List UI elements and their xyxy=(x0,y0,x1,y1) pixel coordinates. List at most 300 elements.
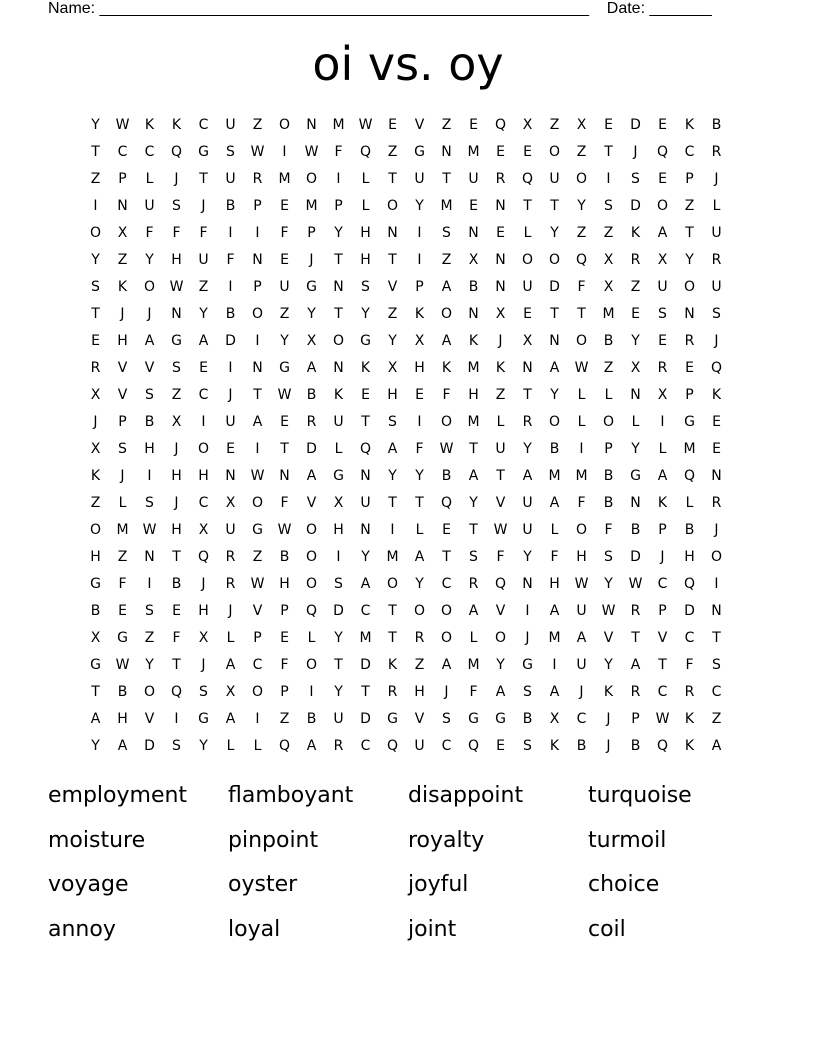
grid-letter: M xyxy=(575,467,588,484)
grid-letter: B xyxy=(549,440,560,457)
grid-letter: O xyxy=(440,413,453,430)
grid-letter: M xyxy=(116,521,129,538)
grid-letter: F xyxy=(199,224,208,241)
grid-letter: H xyxy=(468,386,479,403)
grid-letter: S xyxy=(523,737,532,754)
grid-letter: J xyxy=(606,710,611,727)
grid-letter: F xyxy=(577,278,586,295)
grid-letter: V xyxy=(495,494,506,511)
grid-letter: I xyxy=(336,548,341,565)
grid-letter: L xyxy=(577,413,586,430)
grid-letter: T xyxy=(523,197,532,214)
grid-letter: A xyxy=(306,467,317,484)
grid-letter: B xyxy=(576,737,587,754)
grid-letter: N xyxy=(279,467,290,484)
grid-letter: R xyxy=(252,170,263,187)
grid-letter: X xyxy=(495,305,506,322)
grid-letter: N xyxy=(495,197,506,214)
grid-letter: U xyxy=(657,278,668,295)
grid-letter: V xyxy=(603,629,614,646)
grid-letter: O xyxy=(251,305,264,322)
grid-letter: Y xyxy=(469,494,478,511)
grid-letter: N xyxy=(468,224,479,241)
word-bank-item: royalty xyxy=(408,827,485,853)
grid-letter: G xyxy=(252,521,263,538)
grid-letter: A xyxy=(360,575,371,592)
grid-letter: U xyxy=(576,602,587,619)
grid-letter: U xyxy=(549,170,560,187)
grid-letter: S xyxy=(631,170,640,187)
grid-letter: A xyxy=(252,413,263,430)
grid-letter: Y xyxy=(631,440,640,457)
grid-letter: E xyxy=(712,440,721,457)
grid-letter: C xyxy=(198,386,209,403)
grid-letter: O xyxy=(332,332,345,349)
grid-letter: J xyxy=(174,440,179,457)
grid-letter: R xyxy=(90,359,101,376)
grid-letter: T xyxy=(604,143,613,160)
grid-letter: Y xyxy=(685,251,694,268)
grid-letter: W xyxy=(304,143,319,160)
grid-letter: S xyxy=(604,197,613,214)
grid-letter: E xyxy=(280,251,289,268)
grid-letter: P xyxy=(631,710,640,727)
grid-letter: I xyxy=(309,683,314,700)
grid-letter: Z xyxy=(441,251,452,268)
grid-letter: I xyxy=(579,440,584,457)
grid-letter: R xyxy=(495,170,506,187)
grid-letter: O xyxy=(278,116,291,133)
grid-letter: M xyxy=(548,629,561,646)
grid-letter: R xyxy=(630,683,641,700)
grid-letter: V xyxy=(657,629,668,646)
grid-letter: N xyxy=(468,305,479,322)
grid-letter: E xyxy=(118,602,127,619)
grid-letter: X xyxy=(657,251,668,268)
grid-letter: O xyxy=(305,170,318,187)
grid-letter: X xyxy=(333,494,344,511)
grid-letter: H xyxy=(576,548,587,565)
grid-letter: H xyxy=(360,251,371,268)
word-bank-item: coil xyxy=(588,916,626,942)
grid-letter: K xyxy=(414,305,425,322)
grid-letter: C xyxy=(117,143,128,160)
grid-letter: U xyxy=(468,170,479,187)
grid-letter: P xyxy=(334,197,343,214)
grid-letter: I xyxy=(606,170,611,187)
grid-letter: B xyxy=(603,467,614,484)
grid-letter: X xyxy=(522,332,533,349)
grid-letter: G xyxy=(468,710,479,727)
grid-letter: R xyxy=(387,683,398,700)
grid-letter: I xyxy=(147,575,152,592)
grid-letter: K xyxy=(711,386,722,403)
grid-letter: S xyxy=(442,710,451,727)
grid-letter: Z xyxy=(603,224,614,241)
grid-letter: D xyxy=(144,737,155,754)
word-bank-item: choice xyxy=(588,872,660,897)
grid-letter: H xyxy=(198,602,209,619)
grid-letter: U xyxy=(225,413,236,430)
grid-letter: U xyxy=(225,521,236,538)
grid-letter: V xyxy=(495,602,506,619)
grid-letter: X xyxy=(90,440,101,457)
grid-letter: X xyxy=(576,116,587,133)
grid-letter: B xyxy=(441,467,452,484)
grid-letter: V xyxy=(306,494,317,511)
grid-letter: X xyxy=(468,251,479,268)
grid-letter: I xyxy=(228,224,233,241)
grid-letter: E xyxy=(631,305,640,322)
grid-letter: M xyxy=(467,413,480,430)
grid-letter: T xyxy=(334,251,343,268)
grid-letter: M xyxy=(602,305,615,322)
grid-letter: V xyxy=(387,278,398,295)
grid-letter: U xyxy=(711,224,722,241)
grid-letter: S xyxy=(145,494,154,511)
grid-letter: S xyxy=(334,575,343,592)
grid-letter: F xyxy=(172,629,181,646)
grid-letter: I xyxy=(147,467,152,484)
grid-letter: V xyxy=(144,359,155,376)
grid-letter: E xyxy=(523,305,532,322)
grid-letter: T xyxy=(469,440,478,457)
grid-letter: U xyxy=(360,494,371,511)
grid-letter: H xyxy=(549,575,560,592)
grid-letter: O xyxy=(251,683,264,700)
grid-letter: I xyxy=(255,332,260,349)
grid-letter: Z xyxy=(711,710,722,727)
grid-letter: B xyxy=(90,602,101,619)
grid-letter: Q xyxy=(494,116,507,133)
grid-letter: K xyxy=(117,278,128,295)
word-bank-item: joint xyxy=(408,916,457,942)
grid-letter: Q xyxy=(359,440,372,457)
grid-letter: R xyxy=(333,737,344,754)
grid-letter: Y xyxy=(199,737,208,754)
grid-letter: L xyxy=(577,386,586,403)
word-bank-item: flamboyant xyxy=(228,783,354,808)
grid-letter: S xyxy=(172,737,181,754)
grid-letter: C xyxy=(684,143,695,160)
grid-letter: F xyxy=(469,683,478,700)
grid-letter: H xyxy=(387,386,398,403)
grid-letter: Y xyxy=(523,548,532,565)
grid-letter: Z xyxy=(576,224,587,241)
grid-letter: A xyxy=(198,332,209,349)
grid-letter: E xyxy=(280,197,289,214)
grid-letter: E xyxy=(469,116,478,133)
grid-letter: T xyxy=(388,629,397,646)
grid-letter: T xyxy=(631,629,640,646)
grid-letter: W xyxy=(601,602,616,619)
grid-letter: Z xyxy=(387,305,398,322)
grid-letter: C xyxy=(198,494,209,511)
grid-letter: Z xyxy=(252,116,263,133)
grid-letter: Q xyxy=(170,683,183,700)
grid-letter: C xyxy=(360,737,371,754)
grid-letter: N xyxy=(441,143,452,160)
grid-letter: Q xyxy=(440,494,453,511)
grid-letter: T xyxy=(712,629,721,646)
grid-letter: K xyxy=(657,494,668,511)
grid-letter: N xyxy=(495,278,506,295)
grid-letter: I xyxy=(336,170,341,187)
grid-letter: N xyxy=(711,602,722,619)
grid-letter: E xyxy=(523,143,532,160)
grid-letter: P xyxy=(280,602,289,619)
grid-letter: J xyxy=(579,683,584,700)
grid-letter: N xyxy=(630,386,641,403)
grid-letter: A xyxy=(117,737,128,754)
grid-letter: I xyxy=(228,278,233,295)
grid-letter: Z xyxy=(495,386,506,403)
grid-letter: I xyxy=(174,710,179,727)
grid-letter: L xyxy=(226,629,235,646)
grid-letter: B xyxy=(225,197,236,214)
grid-letter: Y xyxy=(91,251,100,268)
grid-letter: J xyxy=(174,170,179,187)
grid-letter: F xyxy=(280,224,289,241)
grid-letter: C xyxy=(657,683,668,700)
grid-letter: X xyxy=(603,251,614,268)
grid-letter: T xyxy=(550,305,559,322)
grid-letter: U xyxy=(522,521,533,538)
grid-letter: C xyxy=(657,575,668,592)
grid-letter: K xyxy=(603,683,614,700)
grid-letter: X xyxy=(549,710,560,727)
grid-letter: P xyxy=(685,170,694,187)
grid-letter: L xyxy=(496,413,505,430)
grid-letter: A xyxy=(711,737,722,754)
grid-letter: A xyxy=(522,467,533,484)
grid-letter: Y xyxy=(415,197,424,214)
word-bank-item: pinpoint xyxy=(228,827,319,853)
grid-letter: O xyxy=(89,521,102,538)
grid-letter: L xyxy=(469,629,478,646)
grid-letter: R xyxy=(711,251,722,268)
grid-letter: E xyxy=(415,386,424,403)
grid-letter: T xyxy=(172,656,181,673)
grid-letter: Z xyxy=(441,116,452,133)
grid-letter: L xyxy=(658,440,667,457)
grid-letter: D xyxy=(630,116,641,133)
grid-letter: Z xyxy=(684,197,695,214)
grid-letter: R xyxy=(711,494,722,511)
grid-letter: I xyxy=(201,413,206,430)
grid-letter: R xyxy=(306,413,317,430)
grid-letter: N xyxy=(684,305,695,322)
grid-letter: J xyxy=(660,548,665,565)
grid-letter: M xyxy=(305,197,318,214)
grid-letter: Q xyxy=(278,737,291,754)
grid-letter: C xyxy=(198,116,209,133)
grid-letter: E xyxy=(496,143,505,160)
grid-letter: T xyxy=(334,656,343,673)
grid-letter: S xyxy=(712,656,721,673)
grid-letter: H xyxy=(171,467,182,484)
grid-letter: B xyxy=(468,278,479,295)
grid-letter: B xyxy=(522,710,533,727)
grid-letter: X xyxy=(198,629,209,646)
grid-letter: Y xyxy=(523,440,532,457)
grid-letter: W xyxy=(250,467,265,484)
grid-letter: L xyxy=(631,413,640,430)
grid-letter: S xyxy=(361,278,370,295)
grid-letter: J xyxy=(201,197,206,214)
grid-letter: Y xyxy=(415,575,424,592)
grid-letter: U xyxy=(333,710,344,727)
grid-letter: J xyxy=(174,494,179,511)
grid-letter: O xyxy=(575,332,588,349)
grid-letter: G xyxy=(306,278,317,295)
grid-letter: B xyxy=(306,710,317,727)
grid-letter: B xyxy=(117,683,128,700)
grid-letter: C xyxy=(711,683,722,700)
grid-letter: I xyxy=(525,602,530,619)
grid-letter: Y xyxy=(199,305,208,322)
grid-letter: I xyxy=(417,251,422,268)
grid-letter: N xyxy=(252,251,263,268)
grid-letter: W xyxy=(277,386,292,403)
grid-letter: U xyxy=(576,656,587,673)
grid-letter: Q xyxy=(710,359,723,376)
grid-letter: W xyxy=(250,143,265,160)
grid-letter: V xyxy=(414,710,425,727)
grid-letter: T xyxy=(658,656,667,673)
grid-letter: H xyxy=(171,521,182,538)
grid-letter: C xyxy=(252,656,263,673)
grid-letter: E xyxy=(442,521,451,538)
grid-letter: B xyxy=(711,116,722,133)
grid-letter: I xyxy=(255,440,260,457)
grid-letter: Y xyxy=(550,386,559,403)
grid-letter: W xyxy=(169,278,184,295)
grid-letter: D xyxy=(306,440,317,457)
grid-letter: O xyxy=(575,521,588,538)
grid-letter: A xyxy=(306,359,317,376)
grid-letter: R xyxy=(657,359,668,376)
grid-letter: Y xyxy=(388,467,397,484)
grid-letter: L xyxy=(604,386,613,403)
grid-letter: J xyxy=(633,143,638,160)
grid-letter: Z xyxy=(576,143,587,160)
grid-letter: X xyxy=(603,278,614,295)
grid-letter: U xyxy=(333,413,344,430)
grid-letter: J xyxy=(525,629,530,646)
grid-letter: K xyxy=(684,116,695,133)
grid-letter: S xyxy=(523,683,532,700)
grid-letter: Y xyxy=(334,224,343,241)
grid-letter: A xyxy=(657,224,668,241)
grid-letter: S xyxy=(145,386,154,403)
grid-letter: Y xyxy=(388,332,397,349)
grid-letter: O xyxy=(548,251,561,268)
grid-letter: S xyxy=(388,413,397,430)
grid-letter: Z xyxy=(414,656,425,673)
grid-letter: N xyxy=(144,548,155,565)
grid-letter: E xyxy=(172,602,181,619)
grid-letter: Y xyxy=(604,575,613,592)
grid-letter: H xyxy=(279,575,290,592)
grid-letter: E xyxy=(658,332,667,349)
grid-letter: R xyxy=(711,143,722,160)
grid-letter: A xyxy=(657,467,668,484)
grid-letter: H xyxy=(144,440,155,457)
grid-letter: K xyxy=(684,710,695,727)
grid-letter: I xyxy=(714,575,719,592)
grid-letter: U xyxy=(711,278,722,295)
grid-letter: N xyxy=(630,494,641,511)
grid-letter: Q xyxy=(656,143,669,160)
grid-letter: H xyxy=(360,224,371,241)
grid-letter: G xyxy=(171,332,182,349)
grid-letter: M xyxy=(467,359,480,376)
grid-letter: P xyxy=(253,278,262,295)
grid-letter: F xyxy=(280,494,289,511)
grid-letter: L xyxy=(415,521,424,538)
grid-letter: O xyxy=(143,683,156,700)
grid-letter: L xyxy=(361,197,370,214)
grid-letter: O xyxy=(602,413,615,430)
grid-letter: S xyxy=(118,440,127,457)
word-bank xyxy=(48,778,768,956)
grid-letter: I xyxy=(552,656,557,673)
grid-letter: I xyxy=(417,224,422,241)
grid-letter: N xyxy=(306,116,317,133)
grid-letter: V xyxy=(117,359,128,376)
grid-letter: L xyxy=(550,521,559,538)
grid-letter: N xyxy=(117,197,128,214)
grid-letter: J xyxy=(228,386,233,403)
grid-letter: K xyxy=(144,116,155,133)
grid-letter: J xyxy=(714,332,719,349)
grid-letter: G xyxy=(198,710,209,727)
grid-letter: O xyxy=(710,548,723,565)
grid-letter: O xyxy=(656,197,669,214)
grid-letter: X xyxy=(387,359,398,376)
grid-letter: F xyxy=(172,224,181,241)
grid-letter: T xyxy=(199,170,208,187)
grid-letter: U xyxy=(225,170,236,187)
grid-letter: W xyxy=(439,440,454,457)
grid-letter: V xyxy=(117,386,128,403)
grid-letter: N xyxy=(495,251,506,268)
grid-letter: O xyxy=(386,575,399,592)
grid-letter: O xyxy=(305,656,318,673)
grid-letter: Y xyxy=(280,332,289,349)
grid-letter: R xyxy=(522,413,533,430)
grid-letter: G xyxy=(279,359,290,376)
grid-letter: E xyxy=(604,116,613,133)
grid-letter: Y xyxy=(415,467,424,484)
grid-letter: O xyxy=(440,629,453,646)
grid-letter: G xyxy=(522,656,533,673)
grid-letter: U xyxy=(144,197,155,214)
grid-letter: W xyxy=(250,575,265,592)
grid-letter: U xyxy=(522,494,533,511)
grid-letter: O xyxy=(548,143,561,160)
grid-letter: Y xyxy=(361,548,370,565)
grid-letter: F xyxy=(442,386,451,403)
grid-letter: W xyxy=(628,575,643,592)
grid-letter: T xyxy=(91,143,100,160)
grid-letter: F xyxy=(550,548,559,565)
grid-letter: Y xyxy=(631,332,640,349)
grid-letter: J xyxy=(93,413,98,430)
grid-letter: S xyxy=(712,305,721,322)
grid-letter: A xyxy=(549,494,560,511)
